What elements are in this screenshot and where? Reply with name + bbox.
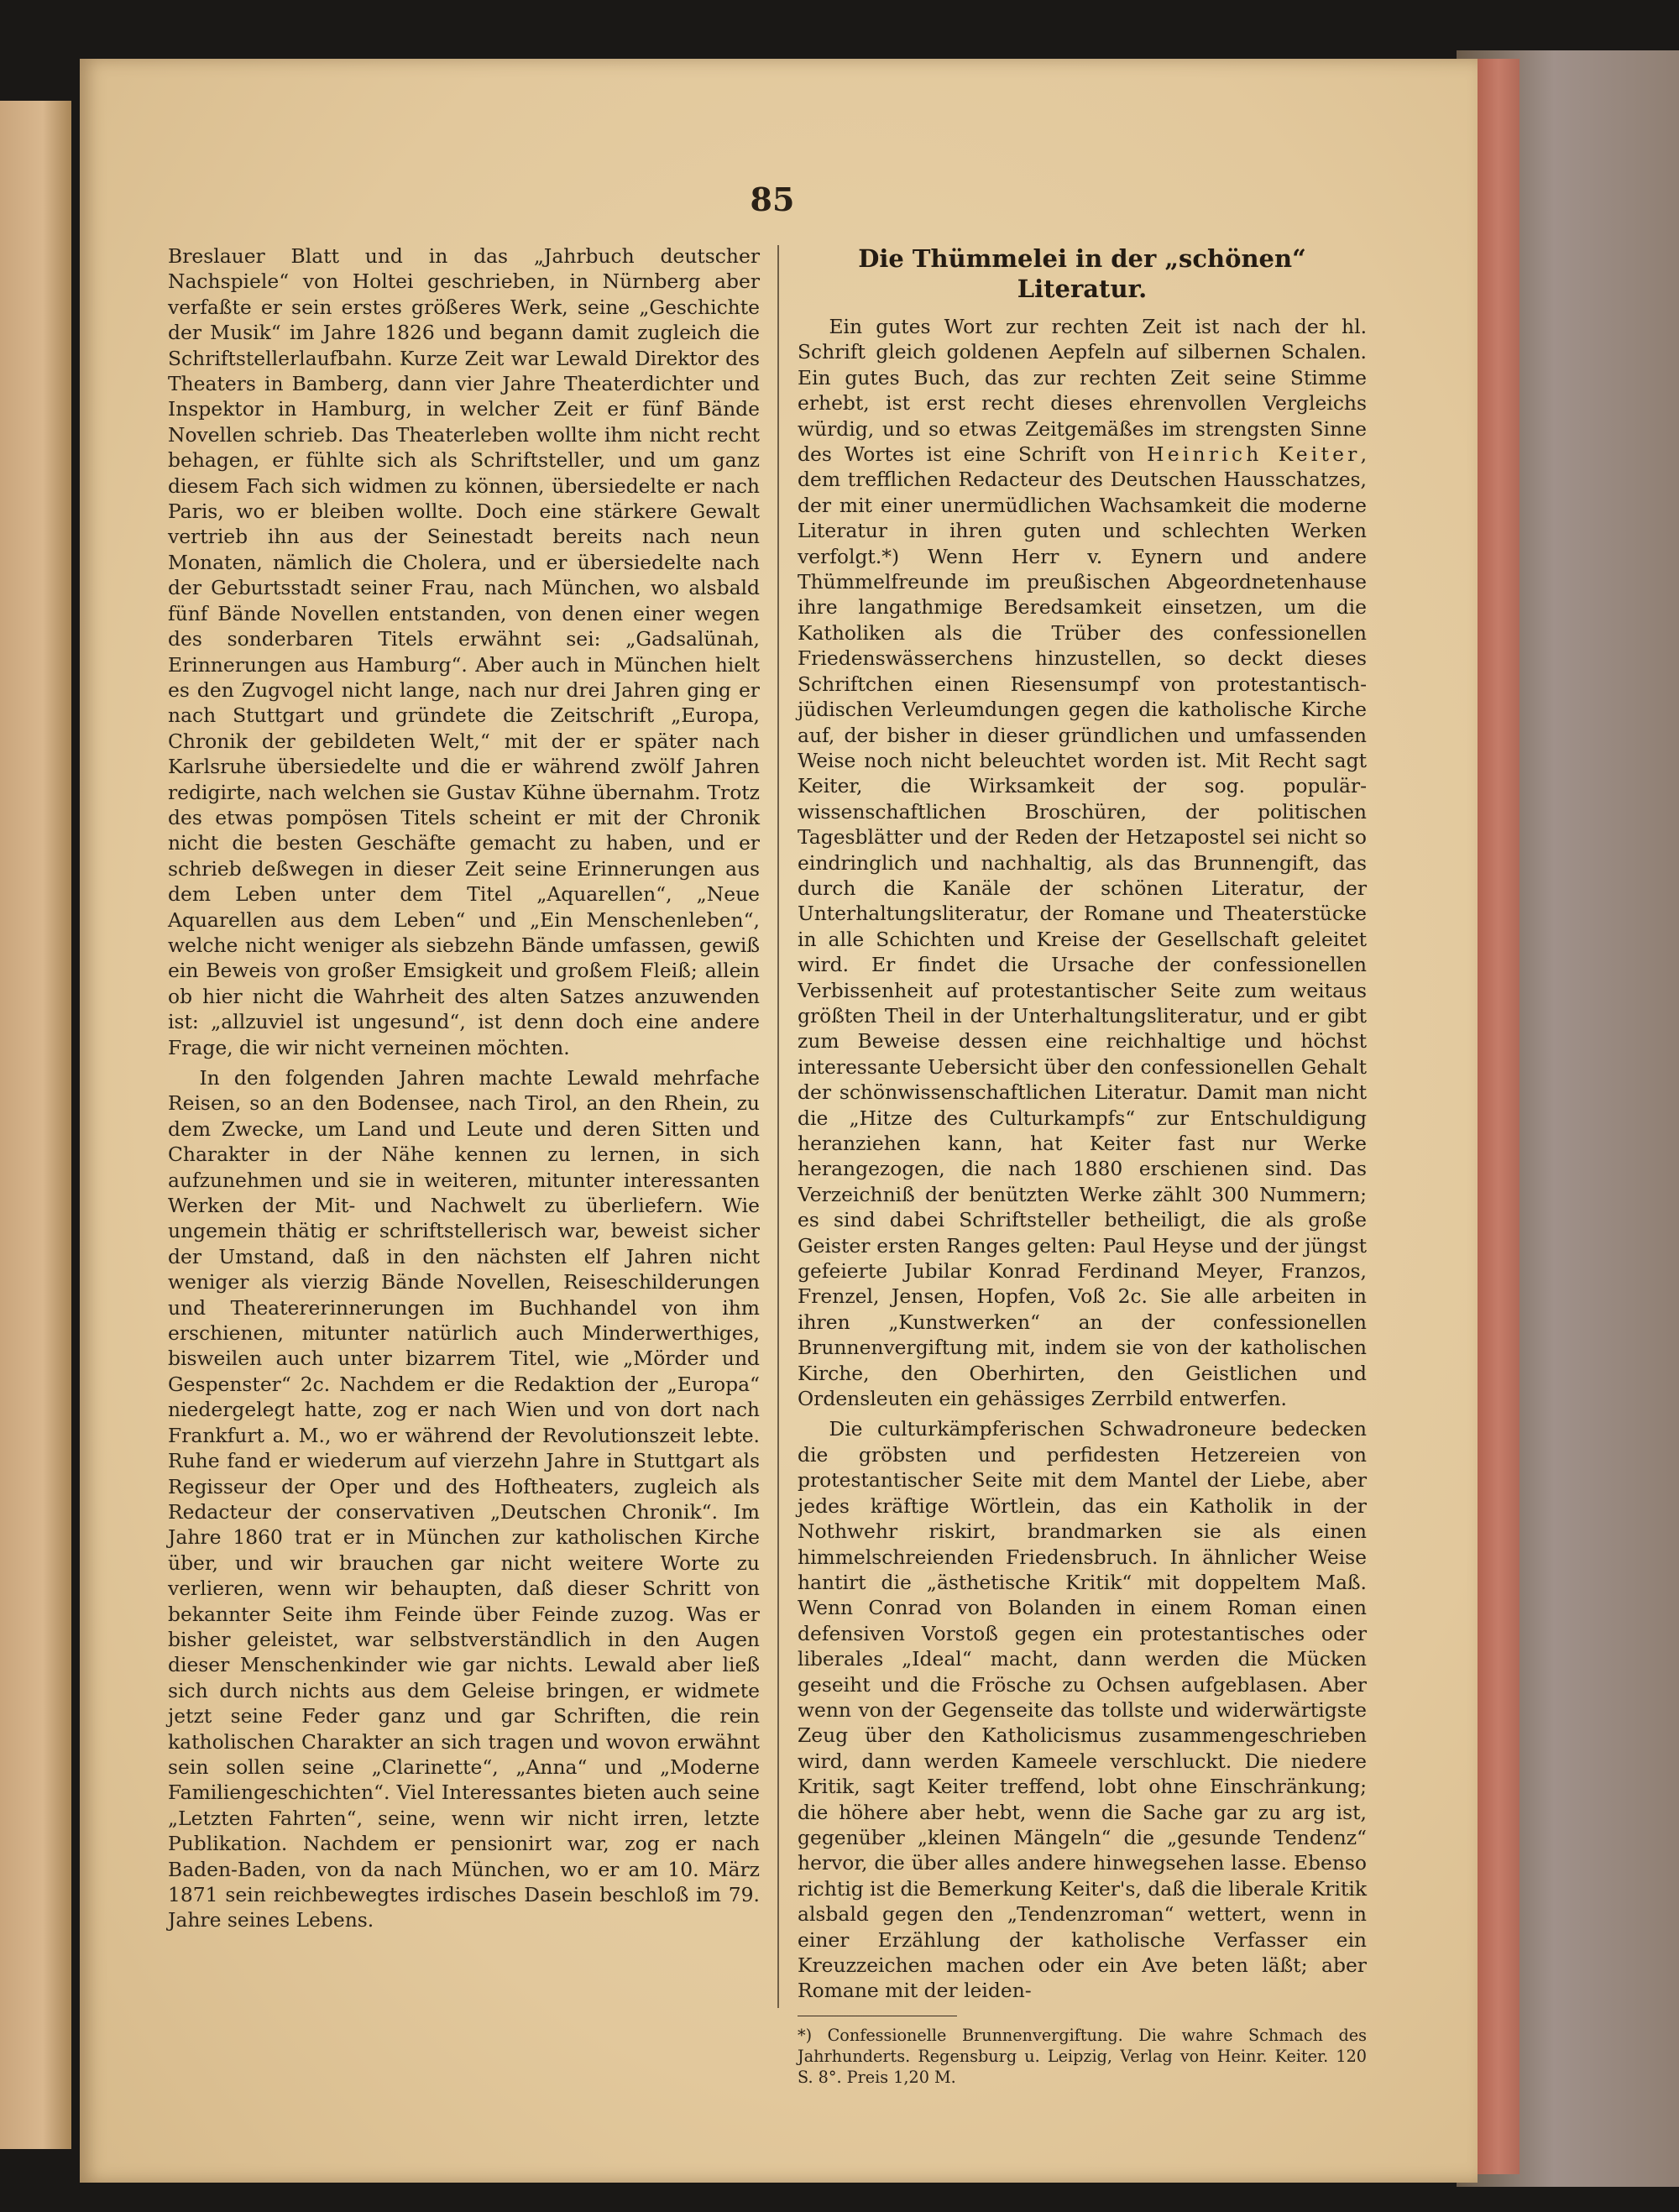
facing-page-edge [0, 101, 71, 2149]
article-title: Die Thümmelei in der „schönen“ Literatur. [858, 244, 1306, 303]
footnote-rule [798, 2016, 957, 2017]
author-name: Heinrich Keiter [1147, 442, 1361, 467]
left-paragraph-2: In den folgenden Jahren machte Lewald mehrfache Reisen, so an den Bodensee, nach Tirol, an den Rhein, zu dem Zwecke, um Land und Leute und deren Sitten und Charakter in der Nähe kennen zu lernen, in sich aufzunehmen und sie in weiteren, mitunter interessanten Werken der Mit- und Nachwelt zu überliefern. Wie ungemein thätig er schriftstellerisch war, beweist sicher der Umstand, daß in den nächsten elf Jahren nicht weniger als vierzig Bände Novellen, Reiseschilderungen und Theatererinnerungen im Buchhandel von ihm erschienen, mitunter natürlich auch Minderwerthiges, bisweilen auch unter bizarrem Titel, wie „Mörder und Gespenster“ 2c. Nachdem er die Redaktion der „Europa“ niedergelegt hatte, zog er nach Wien und von dort nach Frankfurt a. M., wo er während der Revolutionszeit lebte. Ruhe fand er wiederum auf vierzehn Jahre in Stuttgart als Regisseur der Oper und des Hoftheaters, zugleich als Redacteur der conservativen „Deutschen Chronik“. Im Jahre 1860 trat er in München zur katholischen Kirche über, und wir brauchen gar nicht weitere Worte zu verlieren, wenn wir behaupten, daß dieser Schritt von bekannter Seite ihm Feinde über Feinde zuzog. Was er bisher geleistet, war selbstverständlich in den Augen dieser Menschenkinder wie gar nichts. Lewald aber ließ sich durch nichts aus dem Geleise bringen, er widmete jetzt seine Feder ganz und gar Schriften, die rein katholischen Charakter an sich tragen und wovon erwähnt sein sollen seine „Clarinette“, „Anna“ und „Moderne Familiengeschichten“. Viel Interessantes bieten auch seine „Letzten Fahrten“, seine, wenn wir nicht irren, letzte Publikation. Nachdem er pensionirt war, zog er nach Baden-Baden, von da nach München, wo er am 10. März 1871 sein reichbewegtes irdisches Dasein beschloß im 79. Jahre seines Lebens. [168, 1066, 760, 1932]
right-paragraph-2: Die culturkämpferischen Schwadroneure bedecken die gröbsten und perfidesten Hetzereien von protestantischer Seite mit dem Mantel der Liebe, aber jedes kräftige Wörtlein, das ein Katholik in der Nothwehr riskirt, brandmarken sie als einen himmelschreienden Friedensbruch. In ähnlicher Weise hantirt die „ästhetische Kritik“ mit doppeltem Maß. Wenn Conrad von Bolanden in einem Roman einen defensiven Vorstoß gegen ein protestantisches oder liberales „Ideal“ macht, dann werden die Mücken geseiht und die Frösche zu Ochsen aufgeblasen. Aber wenn von der Gegenseite das tollste und widerwärtigste Zeug über den Katholicismus zusammengeschrieben wird, dann werden Kameele verschluckt. Die niedere Kritik, sagt Keiter treffend, lobt ohne Einschränkung; die höhere aber hebt, wenn die Sache gar zu arg ist, gegenüber „kleinen Mängeln“ die „gesunde Tendenz“ hervor, die über alles andere hinwegsehen lasse. Ebenso richtig ist die Bemerkung Keiter's, daß die liberale Kritik alsbald gegen den „Tendenzroman“ wettert, wenn in einer Erzählung der katholische Verfasser ein Kreuzzeichen machen oder ein Ave beten läßt; aber Romane mit der leiden- [798, 1417, 1367, 2003]
book-cover-red-edge [1478, 59, 1519, 2174]
left-column [168, 243, 760, 1933]
paragraph-text-start: Ein gutes Wort zur rechten Zeit ist nach der hl. Schrift gleich goldenen Aepfeln auf silbernen Schalen. Ein gutes Buch, das zur rechten Zeit seine Stimme erhebt, ist erst recht dieses ehrenvollen Vergleichs würdig, und so etwas Zeitgemäßes im strengsten Sinne des Wortes ist eine Schrift von [798, 315, 1367, 467]
left-paragraph-1: Breslauer Blatt und in das „Jahrbuch deutscher Nachspiele“ von Holtei geschrieben, in Nürnberg aber verfaßte er sein erstes größeres Werk, seine „Geschichte der Musik“ im Jahre 1826 und begann damit zugleich die Schriftstellerlaufbahn. Kurze Zeit war Lewald Direktor des Theaters in Bamberg, dann vier Jahre Theaterdichter und Inspektor in Hamburg, in welcher Zeit er fünf Bände Novellen schrieb. Das Theaterleben wollte ihm nicht recht behagen, er fühlte sich als Schriftsteller, und um ganz diesem Fach sich widmen zu können, übersiedelte er nach Paris, wo er bleiben wollte. Doch eine stärkere Gewalt vertrieb ihn aus der Seinestadt bereits nach neun Monaten, nämlich die Cholera, und er übersiedelte nach der Geburtsstadt seiner Frau, nach München, wo alsbald fünf Bände Novellen entstanden, von denen einer wegen des sonderbaren Titels erwähnt sei: „Gadsalünah, Erinnerungen aus Hamburg“. Aber auch in München hielt es den Zugvogel nicht lange, nach nur drei Jahren ging er nach Stuttgart und gründete die Zeitschrift „Europa, Chronik der gebildeten Welt,“ mit der er später nach Karlsruhe übersiedelte und die er während zwölf Jahren redigirte, nach welchen sie Gustav Kühne übernahm. Trotz des etwas pompösen Titels scheint er mit der Chronik nicht die besten Geschäfte gemacht zu haben, und er schrieb deßwegen in dieser Zeit seine Erinnerungen aus dem Leben unter dem Titel „Aquarellen“, „Neue Aquarellen aus dem Leben“ und „Ein Menschenleben“, welche nicht weniger als siebzehn Bände umfassen, gewiß ein Beweis von großer Emsigkeit und großem Fleiß; allein ob hier nicht die Wahrheit des alten Satzes anzuwenden ist: „allzuviel ist ungesund“, ist denn doch eine andere Frage, die wir nicht verneinen möchten. [168, 244, 760, 1059]
column-divider [777, 245, 779, 2008]
page-number: 85 [750, 180, 795, 218]
right-column [798, 243, 1367, 2088]
footnote: *) Confessionelle Brunnenvergiftung. Die wahre Schmach des Jahrhunderts. Regensburg u. Leipzig, Verlag von Heinr. Keiter. 120 S. 8°. Preis 1,20 M. [798, 2026, 1367, 2088]
right-paragraph-1 [798, 314, 1367, 1411]
paragraph-text-rest: , dem trefflichen Redacteur des Deutschen Hausschatzes, der mit einer unermüdlichen Wachsamkeit die moderne Literatur in ihren guten und schlechten Werken verfolgt.*) Wenn Herr v. Eynern und andere Thümmelfreunde im preußischen Abgeordnetenhause ihre langathmige Beredsamkeit einsetzen, um die Katholiken als die Trüber des confessionellen Friedenswässerchens hinzustellen, so deckt dieses Schriftchen einen Riesensumpf von protestantisch-jüdischen Verleumdungen gegen die katholische Kirche auf, der bisher in dieser gründlichen und umfassenden Weise noch nicht beleuchtet worden ist. Mit Recht sagt Keiter, die Wirksamkeit der sog. populär-wissenschaftlichen Broschüren, der politischen Tagesblätter und der Reden der Hetzapostel sei nicht so eindringlich und nachhaltig, als das Brunnengift, das durch die Kanäle der schönen Literatur, der Unterhaltungsliteratur, der Romane und Theaterstücke in alle Schichten und Kreise der Gesellschaft geleitet wird. Er findet die Ursache der confessionellen Verbissenheit auf protestantischer Seite zum weitaus größten Theil in der Unterhaltungsliteratur, und er gibt zum Beweise dessen eine reichhaltige und höchst interessante Uebersicht über den confessionellen Gehalt der schönwissenschaftlichen Literatur. Damit man nicht die „Hitze des Culturkampfs“ zur Entschuldigung heranziehen kann, hat Keiter fast nur Werke herangezogen, die nach 1880 erschienen sind. Das Verzeichniß der benützten Werke zählt 300 Nummern; es sind dabei Schriftsteller betheiligt, die als große Geister ersten Ranges gelten: Paul Heyse und der jüngst gefeierte Jubilar Konrad Ferdinand Meyer, Franzos, Frenzel, Jensen, Hopfen, Voß 2c. Sie alle arbeiten in ihren „Kunstwerken“ an der confessionellen Brunnenvergiftung mit, indem sie von der katholischen Kirche, den Oberhirten, den Geistlichen und Ordensleuten ein gehässiges Zerrbild entwerfen. [798, 442, 1367, 1411]
